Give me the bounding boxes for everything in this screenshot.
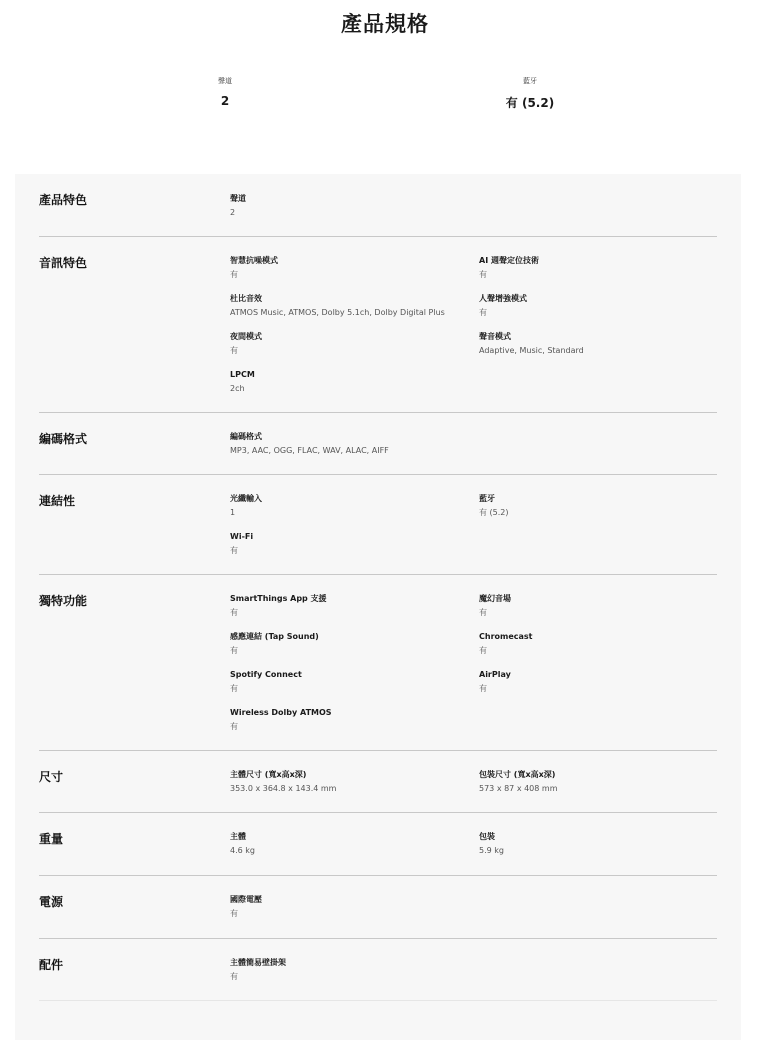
spec-label: 國際電壓 — [230, 895, 262, 904]
section-unique-features — [39, 575, 717, 751]
spec-value: 2ch — [230, 384, 245, 393]
spec-value: 5.9 kg — [479, 846, 504, 855]
spec-value: Adaptive, Music, Standard — [479, 346, 584, 355]
spec-value: 573 x 87 x 408 mm — [479, 784, 558, 793]
section-title: 尺寸 — [39, 770, 64, 784]
spec-item — [479, 594, 719, 618]
spec-item — [230, 594, 470, 618]
spec-label: Wireless Dolby ATMOS — [230, 708, 332, 717]
spec-item — [230, 632, 470, 656]
spec-label: 編碼格式 — [230, 432, 262, 441]
spec-item — [230, 832, 470, 856]
spec-value: 有 — [230, 346, 238, 355]
spec-item — [479, 832, 719, 856]
spec-value: 2 — [230, 208, 236, 217]
spec-item — [230, 532, 470, 556]
spec-item — [230, 370, 470, 394]
spec-value: 有 — [479, 608, 487, 617]
section-title: 產品特色 — [39, 193, 88, 207]
spec-value: 有 — [479, 646, 487, 655]
spec-value: 有 — [230, 722, 238, 731]
spec-label: 主體 — [230, 832, 246, 841]
spec-item — [230, 332, 470, 356]
spec-label: 包裝 — [479, 832, 495, 841]
spec-label: 光纖輸入 — [230, 494, 262, 503]
section-audio-features — [39, 237, 717, 413]
spec-item — [230, 294, 470, 318]
spec-item — [230, 494, 470, 518]
spec-label: Chromecast — [479, 632, 533, 641]
spec-item — [230, 958, 470, 982]
spec-item — [230, 256, 470, 280]
spec-label: 杜比音效 — [230, 294, 262, 303]
spec-label: 夜間模式 — [230, 332, 262, 341]
spec-item — [479, 770, 719, 794]
spec-value: 有 — [479, 308, 487, 317]
spec-value: 有 (5.2) — [479, 508, 509, 517]
spec-value: 有 — [230, 684, 238, 693]
spec-item — [479, 332, 719, 356]
highlight-value: 有 (5.2) — [505, 96, 555, 110]
section-weight — [39, 813, 717, 876]
spec-label: AI 週聲定位技術 — [479, 256, 539, 265]
spec-label: LPCM — [230, 370, 255, 379]
section-accessories — [39, 939, 717, 1001]
spec-value: 有 — [230, 546, 238, 555]
spec-label: 魔幻音場 — [479, 594, 511, 603]
spec-item — [479, 256, 719, 280]
highlight-channels — [125, 76, 325, 108]
spec-label: 智慧抗噪模式 — [230, 256, 278, 265]
spec-value: 有 — [230, 646, 238, 655]
section-title: 獨特功能 — [39, 594, 88, 608]
section-dimensions — [39, 751, 717, 813]
spec-label: 人聲增強模式 — [479, 294, 527, 303]
spec-item — [479, 670, 719, 694]
spec-item — [230, 194, 470, 218]
section-product-features — [39, 174, 717, 237]
spec-label: 主體尺寸 (寬x高x深) — [230, 770, 307, 779]
spec-label: 聲音模式 — [479, 332, 511, 341]
spec-value: 353.0 x 364.8 x 143.4 mm — [230, 784, 337, 793]
highlight-label: 聲道 — [218, 77, 232, 85]
highlight-bluetooth — [430, 76, 630, 111]
highlight-value: 2 — [220, 94, 230, 108]
spec-item — [479, 494, 719, 518]
page-title: 產品規格 — [341, 12, 429, 36]
spec-panel — [15, 174, 741, 1040]
spec-label: Wi-Fi — [230, 532, 254, 541]
section-title: 連結性 — [39, 494, 76, 508]
spec-label: 聲道 — [230, 194, 246, 203]
spec-value: 有 — [479, 270, 487, 279]
highlight-label: 藍牙 — [523, 77, 537, 85]
spec-value: 有 — [230, 909, 238, 918]
spec-item — [479, 632, 719, 656]
section-title: 音訊特色 — [39, 256, 88, 270]
spec-label: 包裝尺寸 (寬x高x深) — [479, 770, 556, 779]
spec-label: 感應連結 (Tap Sound) — [230, 632, 319, 641]
spec-item — [230, 770, 470, 794]
section-title: 電源 — [39, 895, 64, 909]
spec-item — [230, 432, 470, 456]
spec-item — [479, 294, 719, 318]
spec-value: 有 — [230, 608, 238, 617]
spec-value: 有 — [479, 684, 487, 693]
spec-item — [230, 670, 470, 694]
spec-item — [230, 895, 470, 919]
section-title: 編碼格式 — [39, 432, 88, 446]
spec-label: 藍牙 — [479, 494, 495, 503]
spec-label: AirPlay — [479, 670, 511, 679]
spec-value: MP3, AAC, OGG, FLAC, WAV, ALAC, AIFF — [230, 446, 389, 455]
spec-value: 4.6 kg — [230, 846, 255, 855]
spec-value: 有 — [230, 972, 238, 981]
spec-value: ATMOS Music, ATMOS, Dolby 5.1ch, Dolby Digital Plus — [230, 308, 445, 317]
section-title: 重量 — [39, 832, 64, 846]
section-title: 配件 — [39, 958, 64, 972]
section-codec-formats — [39, 413, 717, 475]
spec-label: 主體簡易壁掛架 — [230, 958, 286, 967]
spec-label: SmartThings App 支援 — [230, 594, 327, 603]
section-power — [39, 876, 717, 939]
spec-item — [230, 708, 470, 732]
spec-value: 1 — [230, 508, 236, 517]
spec-label: Spotify Connect — [230, 670, 302, 679]
section-connectivity — [39, 475, 717, 575]
spec-value: 有 — [230, 270, 238, 279]
